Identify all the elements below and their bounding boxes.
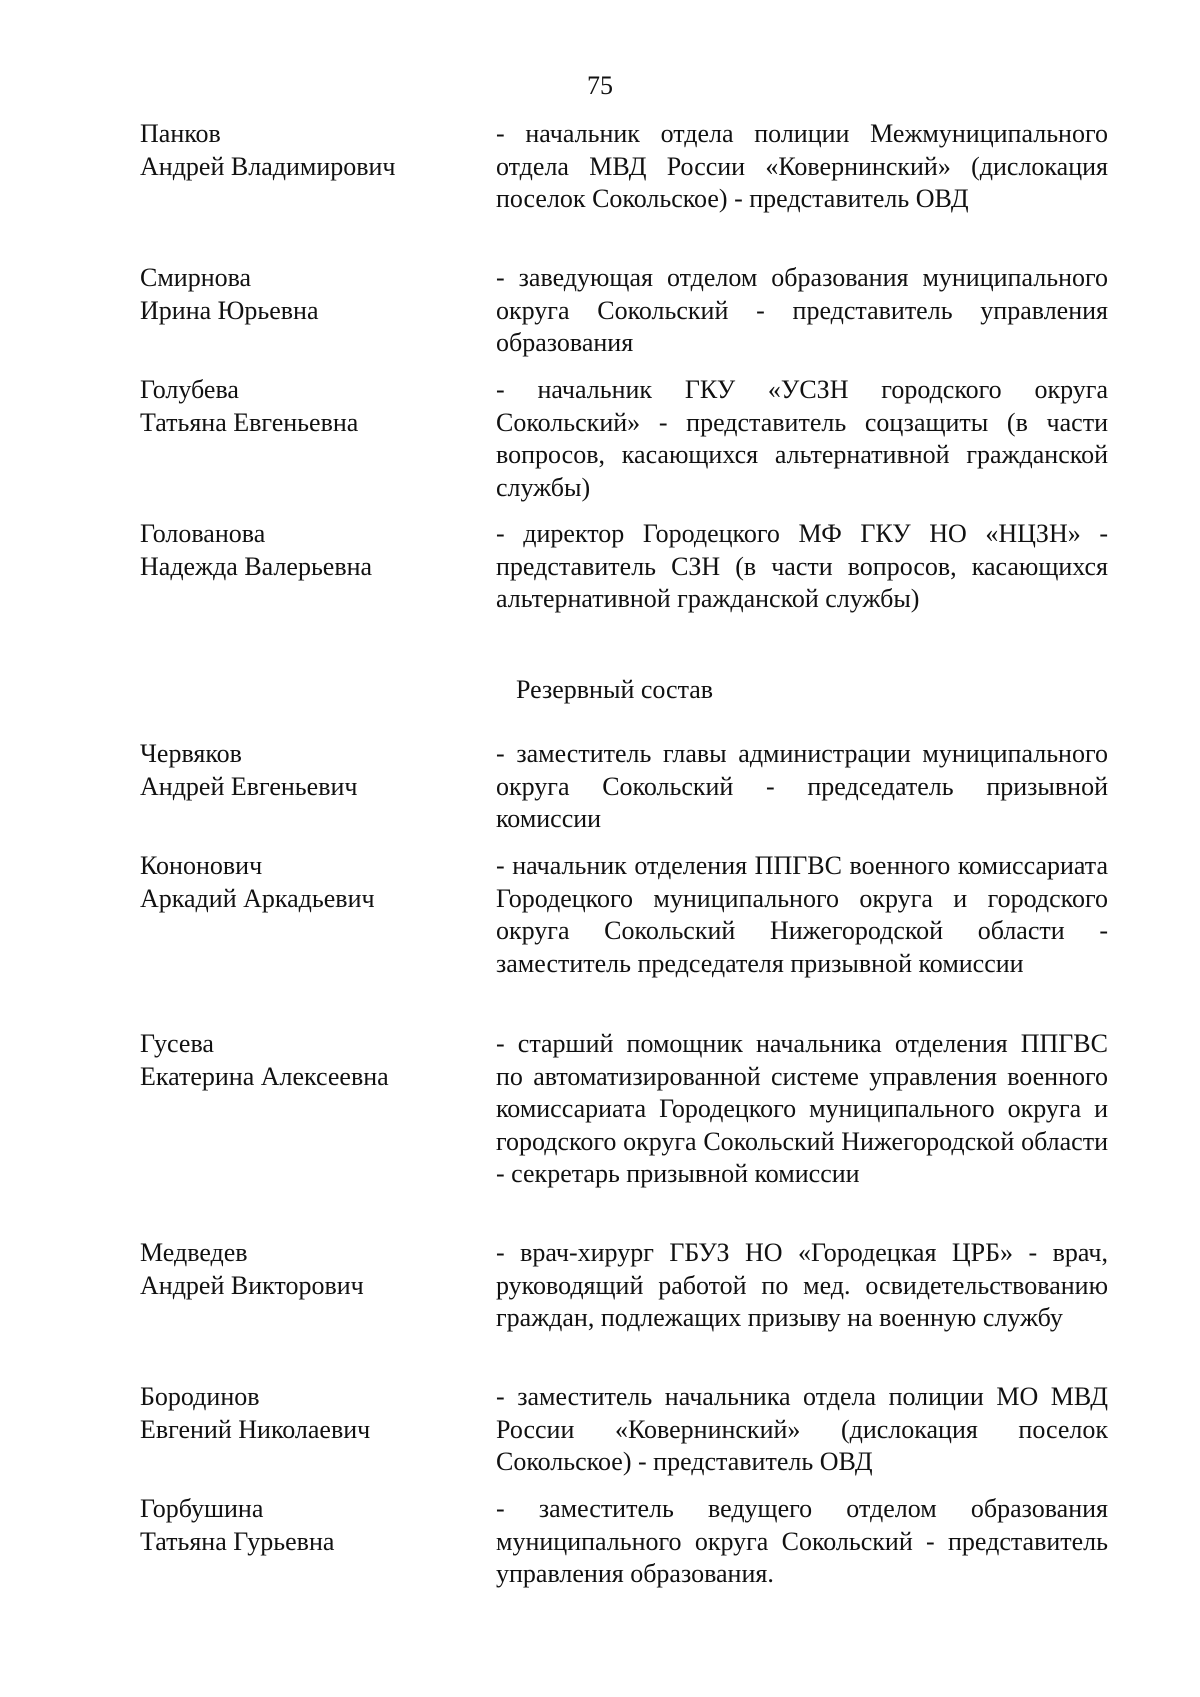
member-name [140,262,480,327]
member-given-names: Андрей Викторович [140,1270,364,1300]
member-surname: Червяков [140,739,242,768]
member-role: - заведующая отделом образования муниципального округа Сокольский - представитель управления образования [496,263,1108,357]
member-name [140,518,480,583]
member-role: - заместитель ведущего отделом образования муниципального округа Сокольский - представитель управления образования. [496,1494,1108,1588]
member-role: - начальник ГКУ «УСЗН городского округа Сокольский» - представитель соцзащиты (в части вопросов, касающихся альтернативной гражданской службы) [496,375,1108,502]
member-name [140,118,480,183]
reserve-heading: Резервный состав [516,675,714,704]
member-given-names: Екатерина Алексеевна [140,1061,389,1091]
member-given-names: Андрей Владимирович [140,151,396,181]
member-role: - начальник отделения ППГВС военного комиссариата Городецкого муниципального округа и городского округа Сокольский Нижегородской области - заместитель председателя призывной комиссии [496,851,1108,978]
member-surname: Смирнова [140,263,252,292]
member-given-names: Татьяна Евгеньевна [140,407,359,437]
member-given-names: Евгений Николаевич [140,1414,371,1444]
member-name [140,1381,480,1446]
member-role: - заместитель начальника отдела полиции МО МВД России «Ковернинский» (дислокация поселок Сокольское) - представитель ОВД [496,1382,1108,1476]
member-role: - начальник отдела полиции Межмуниципального отдела МВД России «Ковернинский» (дислокация поселок Сокольское) - представитель ОВД [496,119,1108,213]
member-surname: Кононович [140,851,263,880]
member-name [140,850,480,915]
member-role: - заместитель главы администрации муниципального округа Сокольский - председатель призывной комиссии [496,739,1108,833]
member-given-names: Татьяна Гурьевна [140,1526,335,1556]
member-surname: Бородинов [140,1382,260,1411]
member-given-names: Надежда Валерьевна [140,551,373,581]
member-surname: Панков [140,119,221,148]
member-name [140,1028,480,1093]
member-name [140,1237,480,1302]
member-name [140,738,480,803]
member-surname: Медведев [140,1238,248,1267]
member-surname: Горбушина [140,1494,264,1523]
page-number: 75 [587,71,613,100]
member-role: - врач-хирург ГБУЗ НО «Городецкая ЦРБ» - врач, руководящий работой по мед. освидетельствованию граждан, подлежащих призыву на военную службу [496,1238,1108,1332]
member-name [140,374,480,439]
member-role: - старший помощник начальника отделения ППГВС по автоматизированной системе управления военного комиссариата Городецкого муниципального округа и городского округа Сокольский Нижегородской области - секретарь призывной комиссии [496,1029,1108,1188]
member-surname: Гусева [140,1029,214,1058]
member-surname: Голубева [140,375,239,404]
member-given-names: Аркадий Аркадьевич [140,883,375,913]
member-name [140,1493,480,1558]
member-role: - директор Городецкого МФ ГКУ НО «НЦЗН» - представитель СЗН (в части вопросов, касающихся альтернативной гражданской службы) [496,519,1108,613]
member-surname: Голованова [140,519,266,548]
member-given-names: Ирина Юрьевна [140,295,319,325]
member-given-names: Андрей Евгеньевич [140,771,358,801]
